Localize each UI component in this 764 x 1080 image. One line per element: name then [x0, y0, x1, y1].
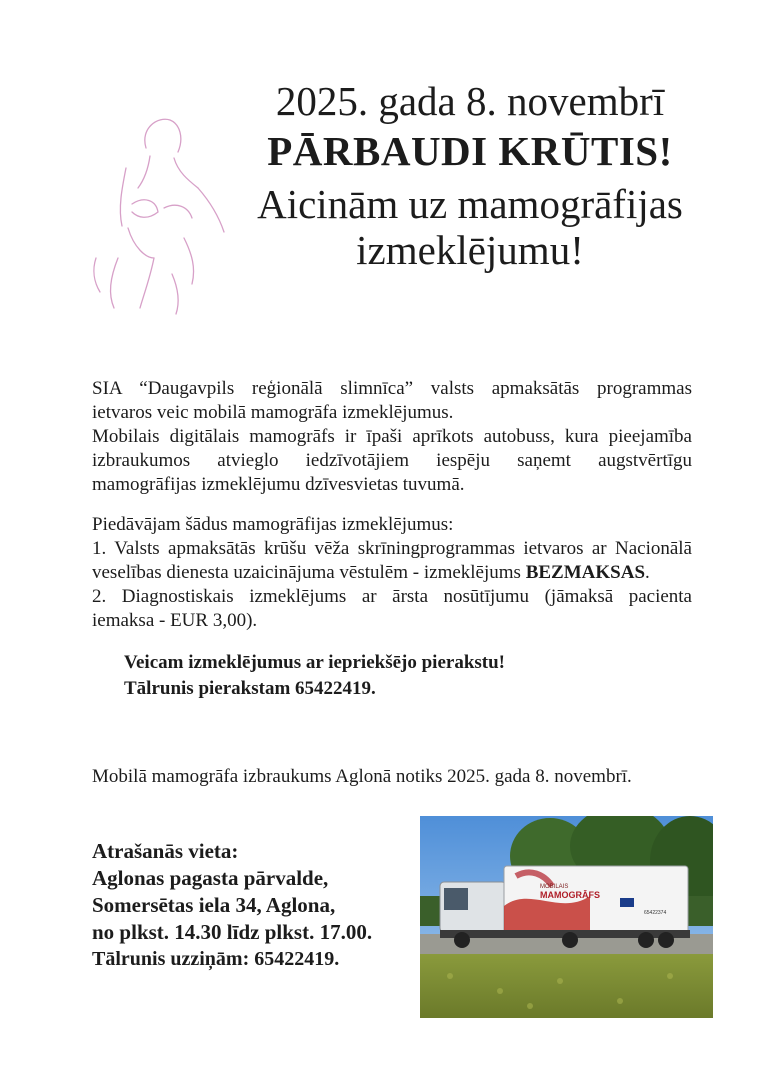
- invitation-heading: [230, 181, 710, 273]
- mobile-mammography-truck-photo: [420, 816, 713, 1018]
- female-silhouette-icon: [88, 108, 238, 318]
- location-line-1: Aglonas pagasta pārvalde,: [92, 866, 329, 890]
- location-block: [92, 838, 372, 973]
- info-phone: Tālrunis uzziņām: 65422419.: [92, 948, 340, 970]
- page-title: PĀRBAUDI KRŪTIS!: [267, 128, 673, 174]
- offer-item-2-line-1: 2. Diagnostiskais izmeklējums ar ārsta nosūtījumu (jāmaksā pacienta: [92, 586, 692, 607]
- free-badge: BEZMAKSAS: [525, 562, 646, 583]
- location-label: Atrašanās vieta:: [92, 839, 239, 863]
- intro-line-1: SIA “Daugavpils reģionālā slimnīca” valsts apmaksātās programmas: [92, 378, 692, 399]
- invitation-line-1: Aicinām uz mamogrāfijas: [257, 181, 683, 227]
- intro-paragraph: [92, 377, 692, 497]
- event-date-heading: 2025. gada 8. novembrī: [275, 78, 665, 124]
- location-hours: no plkst. 14.30 līdz plkst. 17.00.: [92, 920, 373, 944]
- offer-item-1-end: .: [645, 562, 650, 583]
- intro-line-2: ietvaros veic mobilā mamogrāfa izmeklējumus.: [92, 402, 454, 423]
- truck-phone-number: 65422374: [644, 910, 667, 916]
- offer-item-1-line-1: 1. Valsts apmaksātās krūšu vēža skrīningprogrammas ietvaros ar Nacionālā: [92, 538, 692, 559]
- truck-label-mamografs: MAMOGRĀFS: [540, 890, 600, 900]
- offer-item-1-line-2: [92, 561, 692, 585]
- appointment-notice-line-1: Veicam izmeklējumus ar iepriekšējo pierakstu!: [124, 652, 506, 673]
- intro-line-5: mamogrāfijas izmeklējumu dzīvesvietas tuvumā.: [92, 474, 465, 495]
- truck-label-mobilais: MOBILAIS: [540, 884, 569, 890]
- intro-line-4: izbraukumos atvieglo iedzīvotājiem iespēju saņemt augstvērtīgu: [92, 450, 692, 471]
- offers-list: [92, 513, 692, 633]
- appointment-phone: Tālrunis pierakstam 65422419.: [124, 678, 376, 699]
- invitation-line-2: izmeklējumu!: [356, 227, 584, 273]
- location-line-2: Somersētas iela 34, Aglona,: [92, 893, 336, 917]
- offer-item-2-line-2: iemaksa - EUR 3,00).: [92, 610, 258, 631]
- appointment-notice: [124, 650, 505, 702]
- visit-announcement: Mobilā mamogrāfa izbraukums Aglonā notiks 2025. gada 8. novembrī.: [92, 766, 632, 787]
- intro-line-3: Mobilais digitālais mamogrāfs ir īpaši aprīkots autobuss, kura pieejamība: [92, 426, 692, 447]
- offer-item-1-text: veselības dienesta uzaicinājuma vēstulēm - izmeklējums: [92, 562, 526, 583]
- offers-heading: Piedāvājam šādus mamogrāfijas izmeklējumus:: [92, 514, 454, 535]
